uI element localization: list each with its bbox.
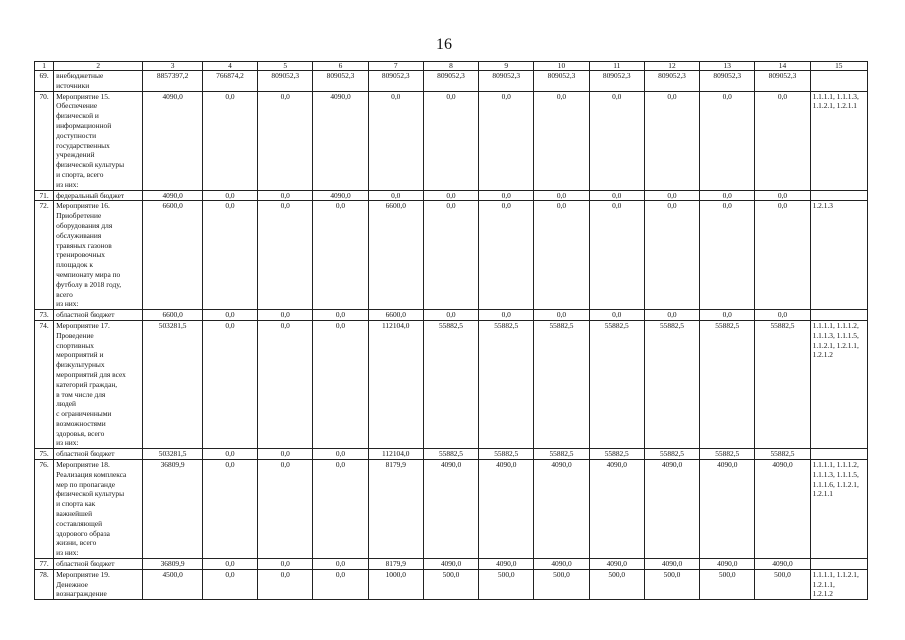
value-cell: 4090,0 (589, 559, 644, 570)
value-cell: 0,0 (368, 190, 423, 201)
indicator-codes (810, 449, 867, 460)
value-cell: 6600,0 (368, 310, 423, 321)
value-cell: 500,0 (423, 569, 478, 599)
value-cell: 6600,0 (143, 201, 203, 310)
value-cell: 0,0 (423, 201, 478, 310)
value-cell: 0,0 (202, 569, 257, 599)
value-cell: 36809,9 (143, 460, 203, 559)
value-cell: 809052,3 (368, 71, 423, 92)
header-cell: 5 (258, 62, 313, 71)
value-cell: 0,0 (534, 201, 589, 310)
value-cell: 0,0 (644, 91, 699, 190)
value-cell: 0,0 (700, 91, 755, 190)
value-cell: 55882,5 (589, 320, 644, 448)
value-cell: 4090,0 (755, 460, 810, 559)
value-cell: 55882,5 (644, 320, 699, 448)
value-cell: 36809,9 (143, 559, 203, 570)
value-cell: 809052,3 (755, 71, 810, 92)
value-cell: 4090,0 (479, 559, 534, 570)
value-cell: 0,0 (700, 310, 755, 321)
value-cell: 809052,3 (700, 71, 755, 92)
value-cell: 0,0 (479, 201, 534, 310)
row-number: 72. (35, 201, 54, 310)
row-name: областной бюджет (54, 310, 143, 321)
value-cell: 0,0 (258, 91, 313, 190)
value-cell: 0,0 (313, 569, 368, 599)
row-name: Мероприятие 17. Проведение спортивных мероприятий и физкультурных мероприятий для всех категорий граждан, в том числе для людей с ограниченными возможностями здоровья, всего из них: (54, 320, 143, 448)
header-cell: 11 (589, 62, 644, 71)
value-cell: 112104,0 (368, 449, 423, 460)
value-cell: 0,0 (202, 91, 257, 190)
table-row (35, 201, 868, 310)
value-cell: 4090,0 (143, 91, 203, 190)
value-cell: 8179,9 (368, 559, 423, 570)
value-cell: 0,0 (202, 190, 257, 201)
table-row (35, 310, 868, 321)
value-cell: 4090,0 (700, 559, 755, 570)
value-cell: 0,0 (479, 310, 534, 321)
value-cell: 55882,5 (589, 449, 644, 460)
table-row (35, 559, 868, 570)
row-number: 71. (35, 190, 54, 201)
value-cell: 0,0 (258, 559, 313, 570)
row-name: областной бюджет (54, 449, 143, 460)
header-cell: 1 (35, 62, 54, 71)
page-number: 16 (436, 36, 452, 53)
budget-table (34, 61, 868, 600)
value-cell: 500,0 (589, 569, 644, 599)
value-cell: 809052,3 (644, 71, 699, 92)
row-number: 76. (35, 460, 54, 559)
value-cell: 0,0 (202, 201, 257, 310)
value-cell: 0,0 (589, 91, 644, 190)
header-cell: 6 (313, 62, 368, 71)
value-cell: 0,0 (313, 310, 368, 321)
row-name: Мероприятие 16. Приобретение оборудования для обслуживания травяных газонов тренировочных площадок к чемпионату мира по футболу в 2018 году, всего из них: (54, 201, 143, 310)
value-cell: 0,0 (423, 190, 478, 201)
row-name: Мероприятие 18. Реализация комплекса мер по пропаганде физической культуры и спорта как важнейшей составляющей здорового образа жизни, всего из них: (54, 460, 143, 559)
value-cell: 0,0 (313, 559, 368, 570)
value-cell: 0,0 (589, 201, 644, 310)
value-cell: 8179,9 (368, 460, 423, 559)
value-cell: 112104,0 (368, 320, 423, 448)
row-name: Мероприятие 19. Денежное вознаграждение (54, 569, 143, 599)
value-cell: 0,0 (644, 190, 699, 201)
indicator-codes (810, 310, 867, 321)
value-cell: 809052,3 (258, 71, 313, 92)
value-cell: 0,0 (202, 449, 257, 460)
value-cell: 0,0 (258, 449, 313, 460)
value-cell: 0,0 (423, 310, 478, 321)
value-cell: 4090,0 (313, 91, 368, 190)
value-cell: 4090,0 (423, 559, 478, 570)
row-number: 75. (35, 449, 54, 460)
value-cell: 809052,3 (479, 71, 534, 92)
value-cell: 500,0 (644, 569, 699, 599)
value-cell: 0,0 (423, 91, 478, 190)
value-cell: 0,0 (589, 190, 644, 201)
value-cell: 4090,0 (534, 460, 589, 559)
indicator-codes: 1.1.1.1, 1.1.1.2, 1.1.1.3, 1.1.1.5, 1.1.2.1, 1.2.1.1, 1.2.1.2 (810, 320, 867, 448)
table-row (35, 71, 868, 92)
header-cell: 7 (368, 62, 423, 71)
table-row (35, 569, 868, 599)
value-cell: 4090,0 (589, 460, 644, 559)
value-cell: 0,0 (644, 201, 699, 310)
value-cell: 55882,5 (755, 449, 810, 460)
value-cell: 0,0 (202, 320, 257, 448)
value-cell: 4500,0 (143, 569, 203, 599)
row-name: областной бюджет (54, 559, 143, 570)
value-cell: 55882,5 (755, 320, 810, 448)
value-cell: 4090,0 (143, 190, 203, 201)
table-row (35, 91, 868, 190)
value-cell: 0,0 (258, 310, 313, 321)
value-cell: 8857397,2 (143, 71, 203, 92)
header-cell: 2 (54, 62, 143, 71)
value-cell: 0,0 (258, 190, 313, 201)
value-cell: 0,0 (534, 310, 589, 321)
table-row (35, 449, 868, 460)
value-cell: 0,0 (589, 310, 644, 321)
row-name: внебюджетные источники (54, 71, 143, 92)
indicator-codes: 1.1.1.1, 1.1.1.2, 1.1.1.3, 1.1.1.5, 1.1.1.6, 1.1.2.1, 1.2.1.1 (810, 460, 867, 559)
value-cell: 4090,0 (644, 460, 699, 559)
value-cell: 0,0 (258, 201, 313, 310)
value-cell: 4090,0 (644, 559, 699, 570)
header-cell: 13 (700, 62, 755, 71)
header-cell: 3 (143, 62, 203, 71)
value-cell: 0,0 (313, 320, 368, 448)
row-name: федеральный бюджет (54, 190, 143, 201)
value-cell: 0,0 (755, 201, 810, 310)
value-cell: 500,0 (700, 569, 755, 599)
row-number: 77. (35, 559, 54, 570)
value-cell: 0,0 (755, 190, 810, 201)
value-cell: 0,0 (700, 201, 755, 310)
header-cell: 4 (202, 62, 257, 71)
value-cell: 0,0 (313, 201, 368, 310)
indicator-codes: 1.1.1.1, 1.1.2.1, 1.2.1.1, 1.2.1.2 (810, 569, 867, 599)
value-cell: 0,0 (368, 91, 423, 190)
header-cell: 14 (755, 62, 810, 71)
header-cell: 12 (644, 62, 699, 71)
value-cell: 503281,5 (143, 320, 203, 448)
row-number: 74. (35, 320, 54, 448)
row-number: 69. (35, 71, 54, 92)
value-cell: 4090,0 (534, 559, 589, 570)
value-cell: 55882,5 (479, 320, 534, 448)
indicator-codes (810, 190, 867, 201)
value-cell: 809052,3 (423, 71, 478, 92)
row-name: Мероприятие 15. Обеспечение физической и информационной доступности государственных учреждений физической культуры и спорта, всего из них: (54, 91, 143, 190)
table-row (35, 190, 868, 201)
header-cell: 10 (534, 62, 589, 71)
row-number: 78. (35, 569, 54, 599)
indicator-codes (810, 71, 867, 92)
value-cell: 4090,0 (423, 460, 478, 559)
value-cell: 0,0 (755, 91, 810, 190)
value-cell: 0,0 (479, 190, 534, 201)
value-cell: 0,0 (534, 91, 589, 190)
value-cell: 4090,0 (313, 190, 368, 201)
value-cell: 55882,5 (423, 320, 478, 448)
table-row (35, 460, 868, 559)
value-cell: 6600,0 (143, 310, 203, 321)
value-cell: 55882,5 (700, 320, 755, 448)
value-cell: 0,0 (755, 310, 810, 321)
header-cell: 15 (810, 62, 867, 71)
value-cell: 503281,5 (143, 449, 203, 460)
value-cell: 55882,5 (534, 320, 589, 448)
value-cell: 809052,3 (589, 71, 644, 92)
value-cell: 4090,0 (479, 460, 534, 559)
indicator-codes (810, 559, 867, 570)
value-cell: 500,0 (755, 569, 810, 599)
value-cell: 1000,0 (368, 569, 423, 599)
row-number: 70. (35, 91, 54, 190)
value-cell: 0,0 (202, 460, 257, 559)
value-cell: 0,0 (258, 320, 313, 448)
value-cell: 0,0 (479, 91, 534, 190)
value-cell: 0,0 (313, 449, 368, 460)
value-cell: 4090,0 (700, 460, 755, 559)
value-cell: 766874,2 (202, 71, 257, 92)
header-cell: 9 (479, 62, 534, 71)
value-cell: 809052,3 (313, 71, 368, 92)
value-cell: 55882,5 (423, 449, 478, 460)
value-cell: 0,0 (644, 310, 699, 321)
value-cell: 0,0 (202, 310, 257, 321)
value-cell: 500,0 (534, 569, 589, 599)
indicator-codes: 1.1.1.1, 1.1.1.3, 1.1.2.1, 1.2.1.1 (810, 91, 867, 190)
value-cell: 55882,5 (534, 449, 589, 460)
value-cell: 4090,0 (755, 559, 810, 570)
row-number: 73. (35, 310, 54, 321)
table-row (35, 320, 868, 448)
value-cell: 0,0 (534, 190, 589, 201)
value-cell: 55882,5 (479, 449, 534, 460)
value-cell: 6600,0 (368, 201, 423, 310)
indicator-codes: 1.2.1.3 (810, 201, 867, 310)
value-cell: 0,0 (700, 190, 755, 201)
value-cell: 0,0 (313, 460, 368, 559)
value-cell: 809052,3 (534, 71, 589, 92)
value-cell: 0,0 (202, 559, 257, 570)
value-cell: 0,0 (258, 460, 313, 559)
value-cell: 0,0 (258, 569, 313, 599)
header-row (35, 62, 868, 71)
value-cell: 55882,5 (644, 449, 699, 460)
value-cell: 500,0 (479, 569, 534, 599)
value-cell: 55882,5 (700, 449, 755, 460)
header-cell: 8 (423, 62, 478, 71)
